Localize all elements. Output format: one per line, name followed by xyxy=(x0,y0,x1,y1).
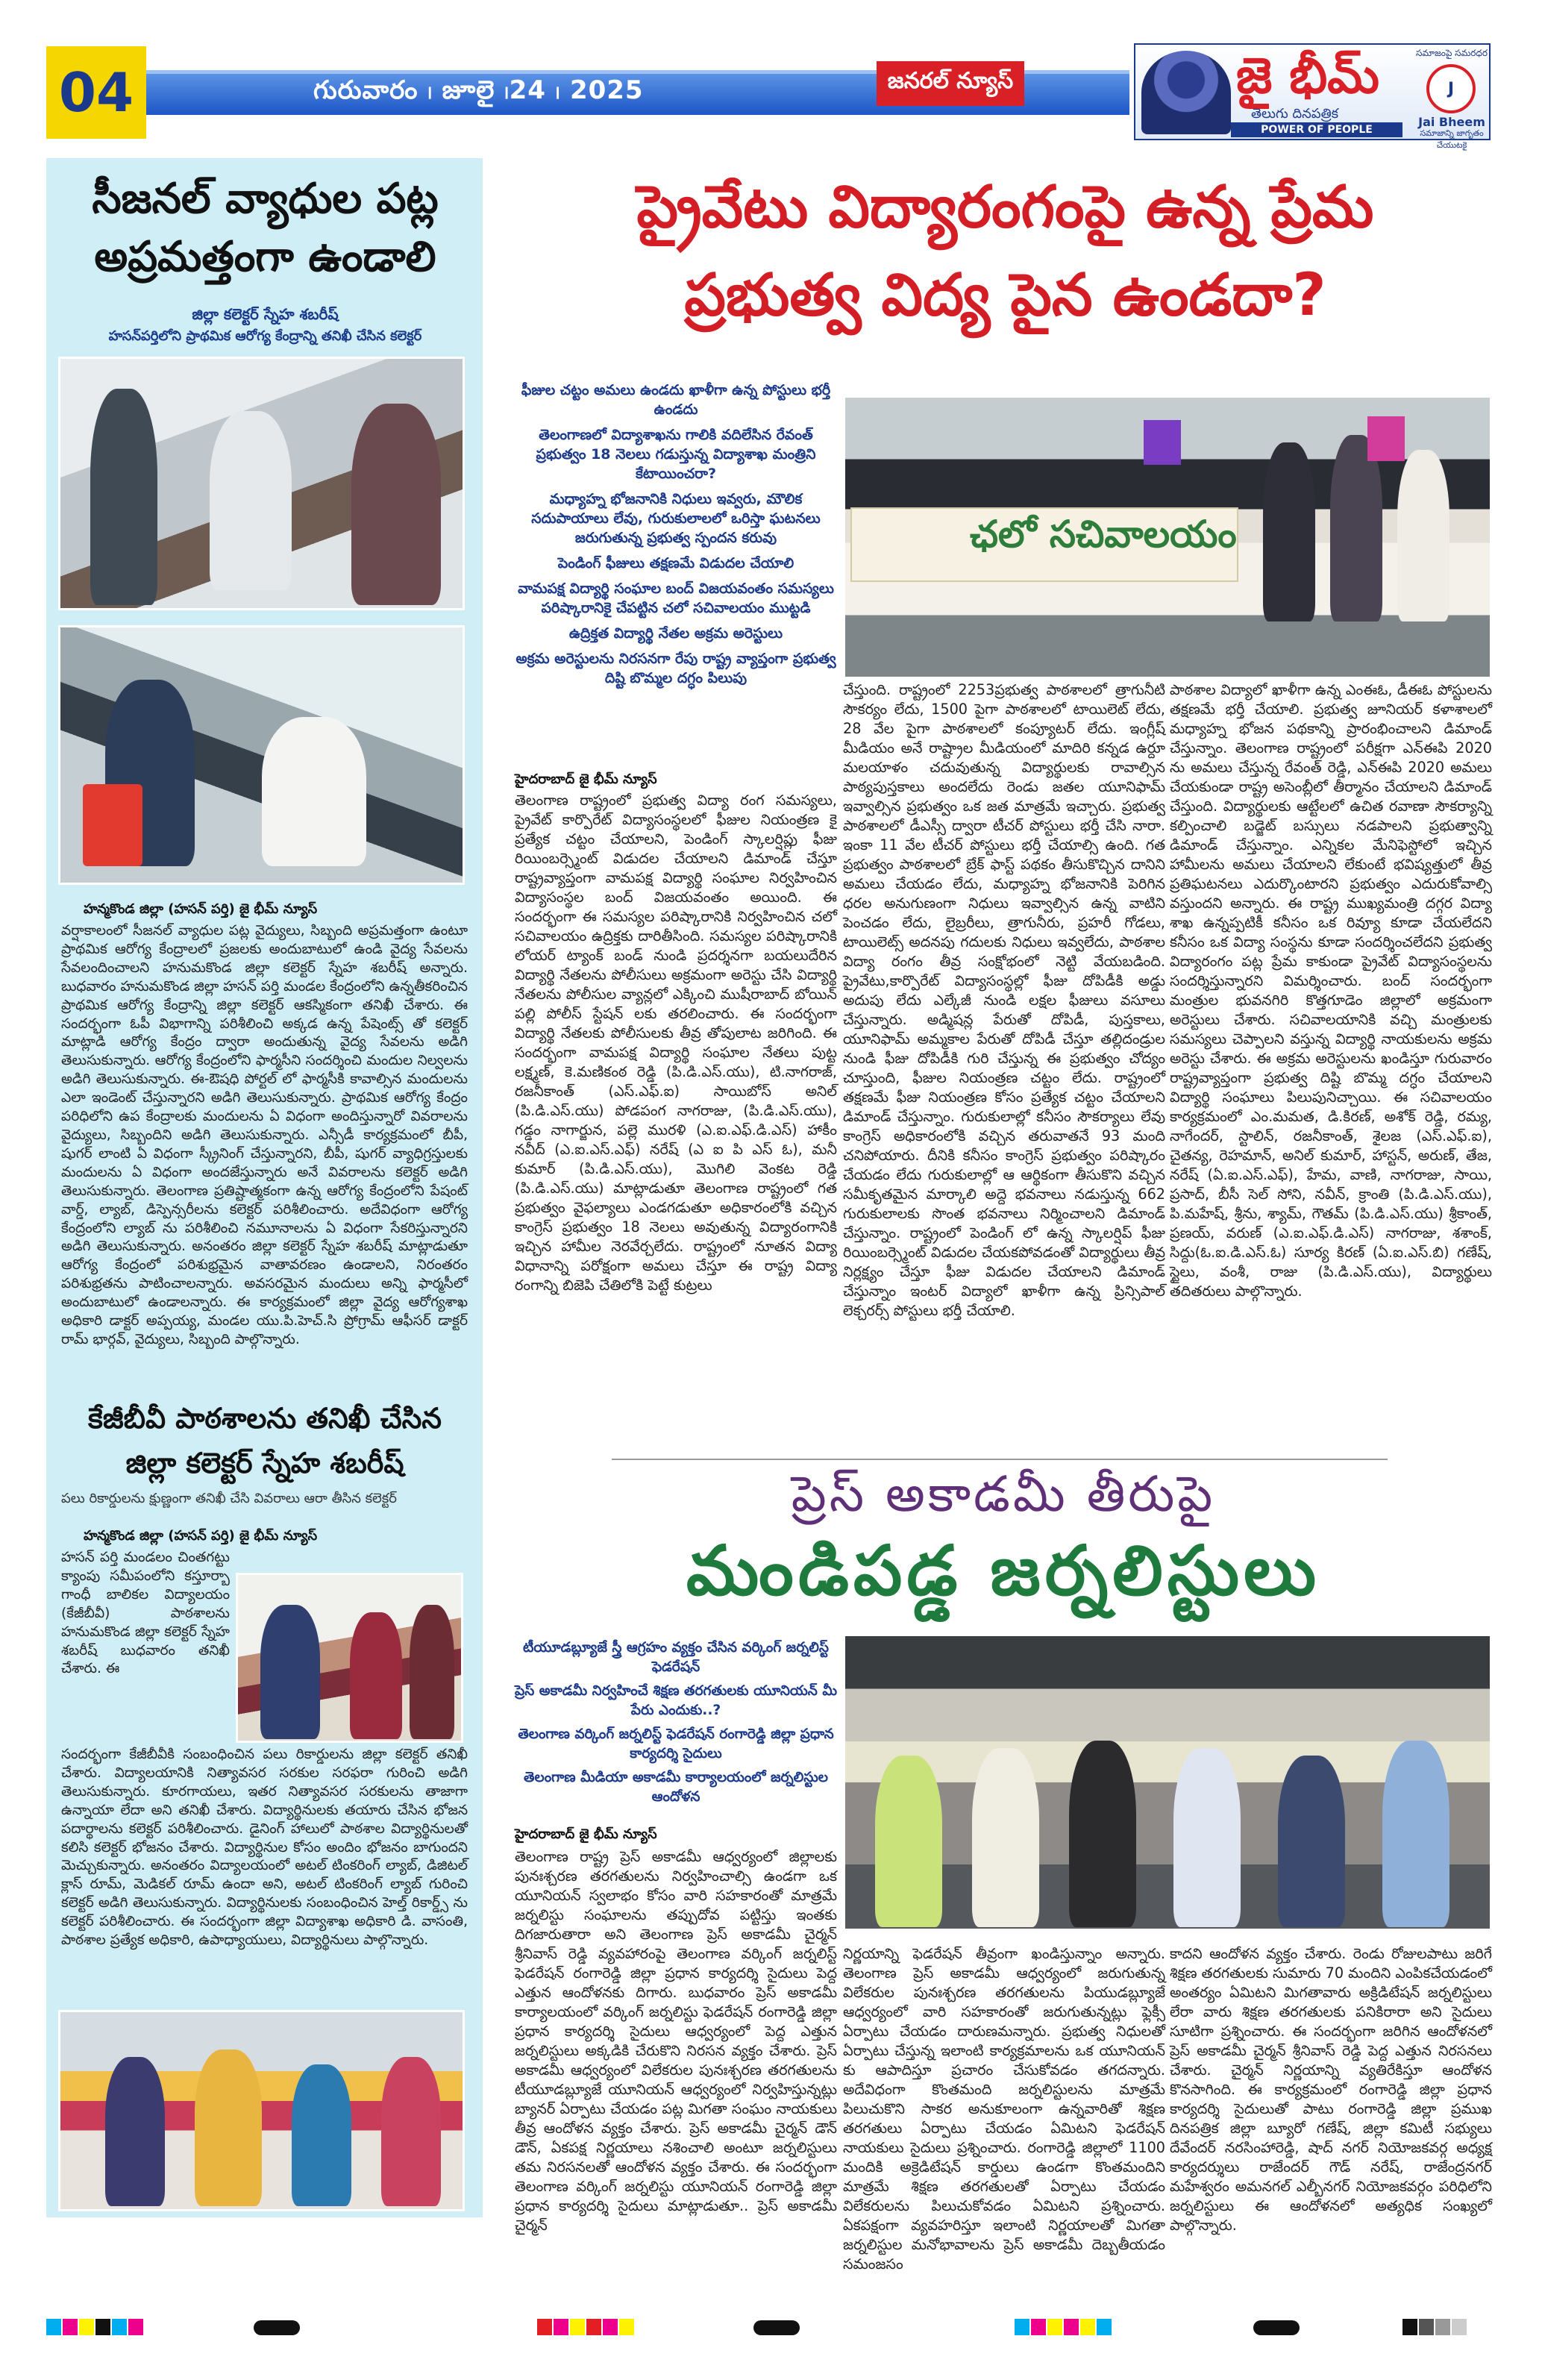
brand-subtitle: తెలుగు దినపత్రిక xyxy=(1251,106,1339,122)
press-body-column-3: కాదని ఆందోళన వ్యక్తం చేశారు. రెండు రోజులపాటు జరిగే శిక్షణ తరగతులకు సుమారు 70 మందిని ఎంపికచేయడంలో అంతర్యం ఏమిటని మిగతావారు అక్రిడిటేషన్ జర్నలిస్టులు లేరా వారు శిక్షణ తరగతులకు పనికిరారా అని సైదులు సూటిగా ప్రశ్నించారు. ఈ సందర్భంగా జరిగిన ఆందోళనలో ప్రెస్ అకాడమీ చైర్మన్ శ్రీనివాస్ రెడ్డి పెద్ద ఎత్తున నిరసనలు చేశారు. చైర్మన్ నిర్ణయాన్ని వ్యతిరేకిస్తూ ఆందోళన కొనసాగింది. ఈ కార్యక్రమంలో రంగారెడ్డి జిల్లా ప్రధాన కార్యదర్శి సైదులుతో పాటు రంగారెడ్డి జిల్లా ప్రముఖ దినపత్రిక జిల్లా బ్యూరో గణేష్, జిల్లా కమిటీ సభ్యులు దేవేందర్ నరసింహారెడ్డి, షాద్ నగర్ నియోజకవర్గ అధ్యక్ష కార్యదర్శులు రాజేందర్ గౌడ్ నరేష్, రాజేంద్రనగర్ మహేశ్వరం అమనగల్ ఎల్బీనగర్ నియోజకవర్గం పరిధిలోని జర్నలిస్టులు ఈ ఆందోళనలో అత్యధిక సంఖ్యలో పాల్గొన్నారు. xyxy=(1170,1945,1492,2234)
article-divider xyxy=(612,1459,1388,1460)
kgbv-students-photo xyxy=(58,2010,465,2211)
portrait-logo-icon xyxy=(1141,51,1231,134)
main-highlight-item: అక్రమ అరెస్టులను నిరసనగా రేపు రాష్ట్ర వ్యాప్తంగా ప్రభుత్వ దిష్టి బొమ్మల దగ్ధం పిలుపు xyxy=(515,651,836,686)
color-registration-strip xyxy=(1402,2319,1467,2335)
page-number: 04 xyxy=(46,46,146,139)
main-highlight-item: మధ్యాహ్న భోజనానికి నిధులు ఇవ్వరు, మౌలిక సదుపాయాలు లేవు, గురుకులాలలో ఒరిస్తా ఘటనలు జరుగుతున్న ప్రభుత్వ స్పందన కరువు xyxy=(531,491,821,546)
main-highlight-item: ఫీజుల చట్టం అమలు ఉండదు ఖాళీగా ఉన్న పోస్టులు భర్తీ ఉండదు xyxy=(521,382,831,418)
press-highlight-item: ప్రెస్ అకాడమీ నిర్వహించే శిక్షణ తరగతులకు యూనియన్ మీ పేరు ఎందుకు..? xyxy=(515,1683,837,1718)
main-highlight-item: పెండింగ్ ఫీజులు తక్షణమే విడుదల చేయాలి xyxy=(557,555,794,571)
main-body-column-2: చేస్తుంది. రాష్ట్రంలో 2253ప్రభుత్వ పాఠశాలలో త్రాగునీటి సౌకర్యం లేదు, 1500 పైగా పాఠశాలలో టాయిలెట్ లేదు, 28 వేల పైగా పాఠశాలలో కంప్యూటర్ లేదు. ఇంగ్లీష్ మీడియం అనే రాష్ట్రాల మీడియంలో మాదిరి కన్నడ ఉర్దూ మలయాళం చదువుతున్న విద్యార్థులకు రావాల్సిన పాఠ్యపుస్తకాలు అందలేదు రెండు జతల యూనిఫామ్ ఇవ్వాల్సిన ప్రభుత్వం ఒక జత మాత్రమే ఇచ్చారు. ప్రభుత్వ పాఠశాలలో డీఎస్సీ ద్వారా టీచర్ పోస్టులు భర్తీ చేసి నారా. ఇంకా 11 వేల టీచర్ పోస్టులు భర్తీ చేయాల్సి ఉంది. గత ప్రభుత్వం పాఠశాలలో బ్రేక్ ఫాస్ట్ పథకం తీసుకొచ్చిన దానిని అమలు చేయడం లేదు, మధ్యాహ్న భోజనానికి పెరిగిన ధరల అనుగుణంగా నిధులు ఇవ్వాల్సిన ఉన్న వాటిని పెంచడం లేదు, లైబ్రరీలు, త్రాగునీరు, ప్రహరీ గోడలు, టాయిలెట్స్ అదనపు గదులకు నిధులు ఇవ్వలేదు, పాఠశాల విద్యా రంగం తీవ్ర సంక్షోభంలో నెట్టి వేయబడింది. ప్రైవేటు,కార్పొరేట్ విద్యాసంస్థల్లో ఫీజు దోపిడీకి అడ్డు అదుపు లేదు ఎల్కేజీ నుండి లక్షల ఫీజులు వసూలు చేస్తున్నారు. అడ్మిషన్ల పేరుతో దోపిడీ, పుస్తకాలు, యూనిఫామ్ అమ్మకాల పేరుతో దోపిడీ చేస్తూ తల్లిదండ్రుల నుండి ఫీజు దోపిడీకి గురి చేస్తున్న ఈ ప్రభుత్వం చోద్యం చూస్తుంది, ఫీజుల నియంత్రణ చట్టం లేదు. రాష్ట్రంలో తక్షణమే ఫీజు నియంత్రణ కోసం ప్రత్యేక చట్టం చేయాలని డిమాండ్ చేస్తున్నాం. గురుకులాల్లో కనీసం సౌకర్యాలు లేవు కాంగ్రెస్ అధికారంలోకి వచ్చిన తరువాతనే 93 మంది చనిపోయారు. దీనికి కనీసం కాంగ్రెస్ ప్రభుత్వం పరిష్కారం చేయడం లేదు గురుకులాల్లో ఆ ఆర్థికంగా తీసుకొని వచ్చిన సమీకృతమైన మార్కాలి అద్దె భవనాలు నడుస్తున్న 662 గురుకులాలకు సొంత భవనాలు నిర్మించాలని డిమాండ్ చేస్తున్నాం. రాష్ట్రంలో పెండింగ్ లో ఉన్న స్కాలర్షిప్ ఫీజు రియింబర్స్మెంట్ విడుదల చేయకపోవడంతో విద్యార్థులు తీవ్ర నిర్లక్ష్యం చేస్తూ ఫీజు విడుదల చేయాలని డిమాండ్ చేస్తున్నాం ఇంటర్ విద్యాలో ఖాళీగా ఉన్న ప్రిన్సిపాల్ లెక్చరర్స్ పోస్టులు భర్తీ చేయాలి. xyxy=(843,681,1165,1319)
brand-name: జై భీమ్ xyxy=(1236,46,1379,104)
color-registration-strip xyxy=(1015,2319,1112,2335)
kgbv-body: సందర్భంగా కేజీబీవీకి సంబంధించిన పలు రికార్డులను జిల్లా కలెక్టర్ తనిఖీ చేశారు. విద్యాలయానికి నిత్యావసర సరకుల సరఫరా గురించి అడిగి తెలుసుకున్నారు. కూరగాయలు, ఇతర నిత్యావసర సరకులను తాజాగా ఉన్నాయా లేదా అని తనిఖీ చేశారు. విద్యార్థినులకు తయారు చేసిన భోజన పదార్థాలను కలెక్టర్ పరిశీలించారు. డైనింగ్ హాలులో పాఠశాల విద్యార్థినులతో కలిసి కలెక్టర్ భోజనం చేశారు. విద్యార్థినుల కోసం అందిం భోజనం బాగుందని మెచ్చుకున్నారు. అనంతరం విద్యాలయంలో అటల్ టింకరింగ్ ల్యాబ్, డిజిటల్ క్లాస్ రూమ్, మెడికల్ రూమ్ ఉందా అని, అటల్ టింకరింగ్ ల్యాబ్ గురించి కలెక్టర్ అడిగి తెలుసుకున్నారు. విద్యార్థినులకు సంబంధించిన హెల్త్ రికార్డ్స్ ను కలెక్టర్ పరిశీలించారు. ఈ సందర్భంగా జిల్లా విద్యాశాఖ అధికారి డి. వాసంతి, పాఠశాల ప్రత్యేక అధికారి, ఉపాధ్యాయులు, విద్యార్థినులు పాల్గొన్నారు. xyxy=(61,1747,468,1949)
press-highlight-item: తెలంగాణ మీడియా అకాడమీ కార్యాలయంలో జర్నలిస్టుల ఆందోళన xyxy=(524,1770,828,1805)
main-byline: హైదరాబాద్ జై భీమ్ న్యూస్ xyxy=(515,771,657,787)
press-highlight-item: టీయూడబ్ల్యూజే స్త్రీ ఆగ్రహం వ్యక్తం చేసిన వర్కింగ్ జర్నలిస్ట్ ఫెడరేషన్ xyxy=(523,1640,829,1675)
protest-banner-text: ఛలో సచివాలయం xyxy=(970,512,1237,556)
newspaper-brand xyxy=(1134,43,1491,150)
registration-mark xyxy=(254,2320,300,2335)
kgbv-headline-line2: జిల్లా కలెక్టర్ స్నేహ శబరీష్ xyxy=(125,1447,404,1479)
registration-mark xyxy=(1253,2320,1300,2335)
main-headline-line1: ప్రైవేటు విద్యారంగంపై ఉన్న ప్రేమ xyxy=(636,174,1374,241)
main-body-column-1: తెలంగాణ రాష్ట్రంలో ప్రభుత్వ విద్యా రంగ సమస్యలు, ప్రైవేట్ కార్పొరేట్ విద్యాసంస్థలలో ఫీజుల నియంత్రణ కై ప్రత్యేక చట్టం చేయాలని, పెండింగ్ స్కాలర్షిప్లు ఫీజు రియింబర్స్మెంట్ విడుదల చేయాలని డిమాండ్ చేస్తూ రాష్ట్రవ్యాప్తంగా వామపక్ష విద్యార్థి సంఘాల నిర్వహించిన విద్యాసంస్థల బంద్ విజయవంతం అయింది. ఈ సందర్భంగా ఈ సమస్యల పరిష్కారానికి నిర్వహించిన చలో సచివాలయం ఉద్రిక్తకు దారితీసింది. సమస్యల పరిష్కారానికి లోయర్ ట్యాంక్ బండ్ నుండి ప్రదర్శనగా బయలుదేరిన విద్యార్థి నేతలను పోలీసులు అక్రమంగా అరెస్టు చేసి విద్యార్థి నేతలను పోలీసుల వ్యాన్లలో ఎక్కించి ముషీరాబాద్ బోయిన్ పల్లి పోలీస్ స్టేషన్ లకు తరలించారు. ఈ సందర్భంగా విద్యార్థి నేతలకు పోలీసులకు తీవ్ర తోపులాట జరిగింది. ఈ సందర్భంగా వామపక్ష విద్యార్థి సంఘాల నేతలు పుట్ట లక్ష్మణ్, కె.మణికంఠ రెడ్డి (పి.డి.ఎస్.యు), టి.నాగరాజ్, రజనీకాంత్ (ఎస్.ఎఫ్.ఐ) సాయిబోస్ అనిల్ (పి.డి.ఎస్.యు) పోడపంగ నాగరాజు, (పి.డి.ఎస్.యు), గడ్డం నాగార్జున, పల్లె మురళి (ఎ.ఐ.ఎఫ్.డి.ఎస్) హాకీం నవీద్ (ఎ.ఐ.ఎస్.ఎఫ్) నరేష్ (ఎ ఐ పి ఎస్ ఓ), మనీ కుమార్ (పి.డి.ఎస్.యు), మొగిలి వెంకట రెడ్డి (పి.డి.ఎస్.యు) మాట్లాడుతూ తెలంగాణ రాష్ట్రంలో గత ప్రభుత్వం వైఫల్యాలు ఎండగడుతూ అధికారంలోకి వచ్చిన కాంగ్రెస్ ప్రభుత్వం 18 నెలలు అవుతున్న విద్యారంగానికి ఇచ్చిన హామీల నెరవేర్చలేదు. రాష్ట్రంలో నూతన విద్యా విధానాన్ని పరోక్షంగా అమలు చేస్తూ ఈ రాష్ట్ర విద్యా రంగాన్ని బిజెపి చేతిలోకి పెట్టే కుట్రలు xyxy=(515,792,837,1294)
kgbv-records-photo xyxy=(236,1573,463,1743)
seasonal-diseases-subheadline: జిల్లా కలెక్టర్ స్నేహ శబరీష్ xyxy=(192,305,339,323)
seasonal-diseases-byline: హన్మకొండ జిల్లా (హసన్ పర్తి) జై భీమ్ న్యూస్ xyxy=(84,901,318,917)
brand-tagline-bottom: సమాజాన్ని జాగృతం చేయుటకై xyxy=(1420,128,1484,150)
main-highlights xyxy=(515,381,837,694)
issue-date: గురువారం ၊ జూలై ၊24 ၊ 2025 xyxy=(313,75,644,105)
journalists-protest-photo xyxy=(843,1634,1492,1931)
press-highlight-item: తెలంగాణ వర్కింగ్ జర్నలిస్ట్ ఫెడరేషన్ రంగారెడ్డి జిల్లా ప్రధాన కార్యదర్శి సైదులు xyxy=(518,1726,834,1761)
main-highlight-item: వామపక్ష విద్యార్థి సంఘాల బంద్ విజయవంతం సమస్యలు పరిష్కారానికై చేపట్టిన చలో సచివాలయం ముట్టడి xyxy=(518,580,834,616)
brand-tagline-top: సమాజంపై సమరధర xyxy=(1416,48,1488,58)
color-registration-strip xyxy=(46,2319,143,2335)
section-tag: జనరల్ న్యూస్ xyxy=(877,61,1024,106)
press-byline: హైదరాబాద్ జై భీమ్ న్యూస్ xyxy=(515,1826,657,1842)
seasonal-diseases-headline: సీజనల్ వ్యాధుల పట్ల అప్రమత్తంగా ఉండాలి xyxy=(92,175,439,281)
brand-slogan: POWER OF PEOPLE xyxy=(1231,122,1402,137)
press-body-column-2: నిర్ణయాన్ని ఫెడరేషన్ తీవ్రంగా ఖండిస్తున్నాం అన్నారు. తెలంగాణ ప్రెస్ అకాడమీ ఆధ్వర్యంలో జరుగుతున్న విలేకరుల పునఃశ్చరణ తరగతులను పియుడబ్ల్యూజే ఆధ్వర్యంలో వారి సహకారంతో జరుగుతున్నట్లు ఫ్లెక్సీ ఏర్పాటు చేయడం దారుణమన్నారు. ప్రభుత్వ నిధులతో ఏర్పాటు చేస్తున్న ఇలాంటి కార్యక్రమాలను ఒక యూనియన్ కు ఆపాదిస్తూ ప్రచారం చేసుకోవడం తగదన్నారు. అదేవిధంగా కొంతమంది జర్నలిస్టులను మాత్రమే పిలుచుకొని సాకర అనుకూలంగా ఉన్నవారితో శిక్షణ తరగతులు ఏర్పాటు చేయడం ఏమిటని ఫెడరేషన్ నాయకులు సైదులు ప్రశ్నించారు. రంగారెడ్డి జిల్లాలో 1100 మందికి అక్రెడిటేషన్ కార్డులు ఉండగా కొంతమందిని మాత్రమే శిక్షణ తరగతులతో ఏర్పాటు చేయడం విలేకరులను పిలుచుకోవడం ఏమిటని ప్రశ్నించారు. ఏకపక్షంగా వ్యవహరిస్తూ ఇలాంటి నిర్ణయాలతో మిగతా జర్నలిస్టుల మనోభావాలను ప్రెస్ అకాడమీ దెబ్బతీయడం సమంజసం xyxy=(843,1945,1165,2273)
main-highlight-item: తెలంగాణలో విద్యాశాఖను గాలికి వదిలేసిన రేవంత్ ప్రభుత్వం 18 నెలలు గడుస్తున్న విద్యాశాఖ మంత్రిని కేటాయించరా? xyxy=(536,427,816,482)
press-headline-line2: మండిపడ్డ జర్నలిస్టులు xyxy=(686,1531,1321,1611)
main-highlight-item: ఉద్రిక్తత విద్యార్థి నేతల అక్రమ అరెస్టులు xyxy=(568,625,783,642)
registration-mark xyxy=(753,2320,800,2335)
kgbv-body-intro: హసన్ పర్తి మండలం చింతగట్టు క్యాంపు సమీపంలోని కస్తూర్బా గాంధీ బాలికల విద్యాలయం (కేజీబీవీ) పాఠశాలను హనుమకొండ జిల్లా కలెక్టర్ స్నేహ శబరీష్ బుధవారం తనిఖీ చేశారు. ఈ xyxy=(61,1550,230,1677)
press-body-column-1: తెలంగాణ రాష్ట్ర ప్రెస్ అకాడమీ ఆధ్వర్యంలో జిల్లాలకు పునఃశ్చరణ తరగతులను నిర్వహించాల్సి ఉండగా ఒక యూనియన్ స్వలాభం కోసం వారి సహకారంతో మాత్రమే జర్నలిస్టు సంఘాలను తప్పుదోవ పట్టిస్తు ఇంతకు దిగజారుతారా అని తెలంగాణ ప్రెస్ అకాడమీ చైర్మన్ శ్రీనివాస్ రెడ్డి వ్యవహారంపై తెలంగాణ వర్కింగ్ జర్నలిస్ట్ ఫెడరేషన్ రంగారెడ్డి జిల్లా ప్రధాన కార్యదర్శి సైదులు పెద్ద ఎత్తున ఆందోళనకు దిగారు. బుధవారం ప్రెస్ అకాడమీ కార్యాలయంలో వర్కింగ్ జర్నలిస్టు ఫెడరేషన్ రంగారెడ్డి జిల్లా ప్రధాన కార్యదర్శి సైదులు ఆధ్వర్యంలో పెద్ద ఎత్తున జర్నలిస్టులు అక్కడికి చేరుకొని నిరసన వ్యక్తం చేశారు. ప్రెస్ అకాడమీ ఆధ్వర్యంలో విలేకరుల పునఃశ్చరణ తరగతులను టీయూడబ్ల్యూజే యూనియన్ ఆధ్వర్యంలో నిర్వహిస్తున్నట్లు బ్యానర్ ఏర్పాటు చేయడం పట్ల మిగతా సంఘం నాయకులు తీవ్ర ఆందోళన వ్యక్తం చేశారు. ప్రెస్ అకాడమీ చైర్మన్ డౌన్ డౌన్, ఏకపక్ష నిర్ణయాలు నశించాలి అంటూ జర్నలిస్టులు తమ నిరసనలతో ఆందోళన వ్యక్తం చేశారు. ఈ సందర్భంగా తెలంగాణ వర్కింగ్ జర్నలిస్టు యూనియన్ రంగారెడ్డి జిల్లా ప్రధాన కార్యదర్శి సైదులు మాట్లాడుతూ.. ప్రెస్ అకాడమీ చైర్మన్ xyxy=(515,1848,837,2234)
color-registration-strip xyxy=(537,2319,634,2335)
kgbv-byline: హన్మకొండ జిల్లా (హసన్ పర్తి) జై భీమ్ న్యూస్ xyxy=(84,1528,318,1544)
seasonal-diseases-subheadline-2: హసన్‌పర్తిలోని ప్రాథమిక ఆరోగ్య కేంద్రాన్ని తనిఖీ చేసిన కలెక్టర్ xyxy=(108,328,422,344)
press-highlights xyxy=(515,1638,837,1811)
collector-inspection-photo xyxy=(58,357,465,610)
seasonal-diseases-body: వర్షాకాలంలో సీజనల్ వ్యాధుల పట్ల వైద్యులు, సిబ్బంది అప్రమత్తంగా ఉంటూ ప్రాథమిక ఆరోగ్య కేంద్రాలలో ప్రజలకు అందుబాటులో ఉండి వైద్య సేవలను సేవలందించాలని హనుమకొండ జిల్లా కలెక్టర్ స్నేహ శబరీష్ అన్నారు. బుధవారం హనుమకొండ జిల్లా హసన్ పర్తి మండల కేంద్రంలోని ఉన్నతీకరించిన ప్రాథమిక ఆరోగ్య కేంద్రాన్ని జిల్లా కలెక్టర్ ఆకస్మికంగా తనిఖీ చేశారు. ఈ సందర్భంగా ఓపీ విభాగాన్ని పరిశీలించి అక్కడ ఉన్న పేషెంట్స్ తో కలెక్టర్ మాట్లాడి ఆరోగ్య కేంద్రం ద్వారా అందుతున్న వైద్య సేవలను అడిగి తెలుసుకున్నారు. ఆరోగ్య కేంద్రంలోని ఫార్మసీని సందర్శించి మందుల నిల్వలను అడిగి తెలుసుకున్నారు. ఈ-ఔషధి పోర్టల్ లో ఫార్మసీకి కావాల్సిన మందులను ఎలా ఇండెంట్ చేస్తున్నారని అడిగి తెలుసుకున్నారు. ప్రాథమిక ఆరోగ్య కేంద్రం పరిధిలోని ఉప కేంద్రాలకు మందులను ఏ విధంగా అందిస్తున్నారో వివరాలను వైద్యులు, సిబ్బందిని అడిగి తెలుసుకున్నారు. ఎన్సీడీ కార్యక్రమంలో బీపీ, షుగర్ లాంటి ఏ విధంగా స్క్రీనింగ్ చేస్తున్నారని, బీపీ, షుగర్ వ్యాధిగ్రస్తులకు మందులను ఏ విధంగా అందజేస్తున్నారు అనే వివరాలను కలెక్టర్ అడిగి తెలుసుకున్నారు. తెలంగాణ ప్రతిష్టాత్మకంగా ఉన్న ఆరోగ్య కేంద్రంలోని పేషంట్ వార్డ్, ల్యాబ్, డిస్పెన్సరీలను కలెక్టర్ పరిశీలించారు. అదేవిధంగా ఆరోగ్య కేంద్రంలోని ల్యాబ్ ను పరిశీలించి నమూనాలను ఏ విధంగా సేకరిస్తున్నారని అడిగి తెలుసుకున్నారు. అనంతరం జిల్లా కలెక్టర్ స్నేహ శబరీష్ మాట్లాడుతూ ఆరోగ్య కేంద్రంలో పరిశుభ్రమైన వాతావరణం ఉండాలని, నిరంతరం పరిశుభ్రతను పాటించాలన్నారు. అవసరమైన మందులు అన్ని ఫార్మసీలో అందుబాటులో ఉండాలన్నారు. ఈ కార్యక్రమంలో జిల్లా వైద్య ఆరోగ్యశాఖ అధికారి డాక్టర్ అప్పయ్య, మండల యు.పి.హెచ్.సి ప్రోగ్రామ్ ఆఫీసర్ డాక్టర్ రామ్ భార్గవ్, వైద్యులు, సిబ్బంది పాల్గొన్నారు. xyxy=(61,923,468,1347)
brand-logo-text: Jai Bheem xyxy=(1418,115,1485,129)
main-headline-line2: ప్రభుత్వ విద్య పైన ఉండదా? xyxy=(684,262,1326,329)
main-body-column-3: పాఠశాల విద్యాలో ఖాళీగా ఉన్న ఎంఈఓ, డీఈఓ పోస్టులను తక్షణమే భర్తీ చేయాలి. ప్రభుత్వ జూనియర్ కళాశాలలో మధ్యాహ్న భోజన పథకాన్ని ప్రారంభించాలని డిమాండ్ చేస్తున్నాం. తెలంగాణ రాష్ట్రంలో పరీక్షగా ఎన్ఈపి 2020 ను అమలు చేస్తున్న రేవంత్ రెడ్డి, ఎన్ఈపి 2020 అమలు చేయకుండా రాష్ట్ర అసెంబ్లీలో తీర్మానం చేయాలని డిమాండ్ చేస్తుంది. విద్యార్థులకు ఆట్టేలలో ఉచిత రవాణా సౌకర్యాన్ని కల్పించాలి బడ్జెట్ బస్సులు నడపాలని ప్రభుత్వాన్ని డిమాండ్ చేస్తున్నాం. ఎన్నికల మేనిఫెస్టోలో ఇచ్చిన హామీలను అమలు చేయాలని లేకుంటే భవిష్యత్తులో తీవ్ర ప్రతిఘటనలు ఎదుర్కొంటారని ప్రభుత్వం ఎదురుకోవాల్సి వస్తుందని అన్నారు. ఈ రాష్ట్ర ముఖ్యమంత్రి దగ్గర విద్యా శాఖ ఉన్నప్పటికీ కనీసం ఒక రివ్యూ కూడా చేయలేదని కనీసం ఒక విద్యా సంస్థను కూడా సందర్శించలేదని ప్రభుత్వ విద్యారంగం పట్ల ప్రేమ కాకుండా ప్రైవేట్ విద్యాసంస్థలను సందర్శిస్తున్నారని విమర్శించారు. బంద్ సందర్భంగా మంత్రుల భువనగిరి కొత్తగూడెం జిల్లాలో అక్రమంగా అరెస్టులు చేశారు. సచివాలయానికి వచ్చి మంత్రులకు సమస్యలు చెప్పాలని వస్తున్న విద్యార్థి నాయకులను అక్రమ అరెస్టు చేశారు. ఈ అక్రమ అరెస్టులను ఖండిస్తూ గురువారం రాష్ట్రవ్యాప్తంగా ప్రభుత్వ దిష్టి బొమ్మ దగ్ధం చేయాలని విద్యార్థి సంఘాలు పిలుపునిచ్చాయి. ఈ సచివాలయం కార్యక్రమంలో ఎం.మమత, డి.కిరణ్, అశోక్ రెడ్డి, రమ్య, నాగేందర్, స్టాలిన్, రజనీకాంత్, శైలజ (ఎస్.ఎఫ్.ఐ), చైతన్య, రెహమాన్, అనిల్ కుమార్, హాస్టన్, అరుణ్, తేజ, నరేష్ (ఏ.ఐ.ఎస్.ఎఫ్), హేమ, వాణి, నాగరాజు, సాయి, ప్రసాద్, బీసీ సెల్ సోని, నవీన్, క్రాంతి (పి.డి.ఎస్.యు), పి.మహేష్, శ్రీను, శ్యామ్, గౌతమ్ (పి.డి.ఎస్.యు) శ్రీకాంత్, ప్రణయ్, వరుణ్ (ఎ.ఐ.ఎఫ్.డి.ఎస్) నాగరాజు, శశాంక్, సిద్దు(ఓ.ఐ.డి.ఎస్.ఓ) సూర్య కిరణ్ (ఏ.ఐ.ఎస్.బి) గణేష్, స్టైలు, వంశీ, రాజు (పి.డి.ఎస్.యు), విద్యార్థులు తదితరులు పాల్గొన్నారు. xyxy=(1170,681,1492,1300)
collector-op-ward-photo xyxy=(58,625,465,885)
jai-bheem-logo-icon: J xyxy=(1426,64,1476,113)
kgbv-subheadline: పలు రికార్డులను క్షుణ్ణంగా తనిఖీ చేసి వివరాలు ఆరా తీసిన కలెక్టర్ xyxy=(61,1491,397,1506)
press-headline-line1: ప్రెస్ అకాడమీ తీరుపై xyxy=(791,1465,1216,1523)
kgbv-headline-line1: కేజీబీవీ పాఠశాలను తనిఖీ చేసిన xyxy=(88,1402,442,1435)
